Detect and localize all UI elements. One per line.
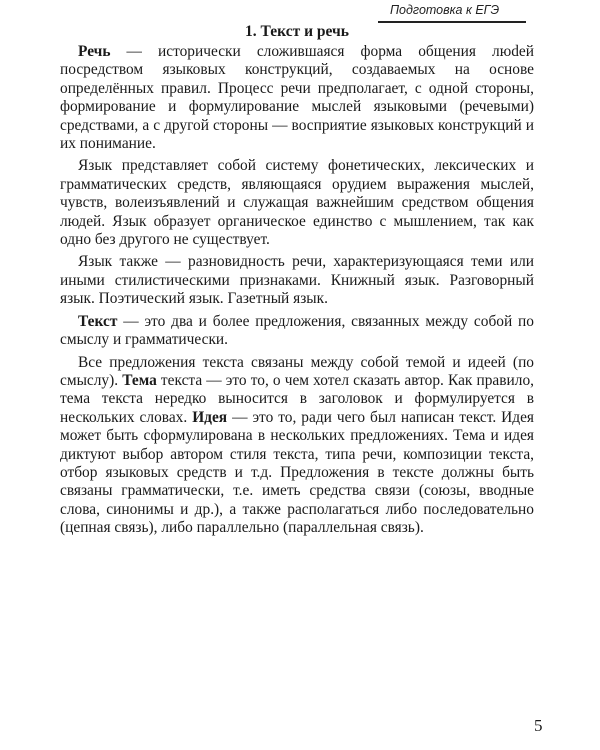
paragraph-theme-idea — [60, 354, 534, 538]
running-head: Подготовка к ЕГЭ — [390, 3, 500, 17]
paragraph-text: — это два и более предложения, связанных между собой по смыслу и грамматически. — [60, 312, 534, 349]
paragraph-speech — [60, 43, 534, 153]
paragraph-language-variety — [60, 253, 534, 308]
paragraph-text: Все предложения текста связаны между собой темой и идеей (по смыслу). — [60, 353, 534, 389]
page-body — [60, 22, 534, 542]
paragraph-text-definition — [60, 313, 534, 350]
paragraph-text: Язык также — разновидность речи, характеризующаяся теми или иными стилистическими признаками. Книжный язык. Разговорный язык. Поэтический язык. Газетный язык. — [60, 253, 534, 308]
term-theme: Тема — [122, 371, 157, 389]
paragraph-language — [60, 157, 534, 249]
term-speech: Речь — [78, 43, 111, 60]
page-number: 5 — [534, 716, 543, 735]
paragraph-text: — исторически сложившаяся форма общения люdей посредством языковых конструкций, создаваемых на основе определённых правил. Процесс речи предполагает, с одной стороны, формирование и формулирование мыслей языковыми (речевыми) средствами, а с другой стороны — восприятие языковых конструкций и их понимание. — [60, 43, 534, 153]
paragraph-text: Язык представляет собой систему фонетических, лексических и грамматических средств, являющаяся орудием выражения мыслей, чувств, волеизъявлений и служащая важнейшим средством общения людей. Язык образует органическое единство с мышлением, так как одно без другого не существует. — [60, 157, 534, 249]
paragraph-text: текста — это то, о чем хотел сказать автор. Как правило, тема текста нередко выносится в заголовок и формулируется в нескольких словах. — [60, 371, 534, 426]
paragraph-text: — это то, ради чего был написан текст. Идея может быть сформулирована в нескольких предложениях. Тема и идея диктуют выбор автором стиля текста, типа речи, композиции текста, отбор языковых средств и т.д. Предложения в тексте должны быть связаны грамматически, т.е. иметь средства связи (союзы, вводные слова, синонимы и др.), а также располагаться либо последовательно (цепная связь), либо параллельно (параллельная связь). — [60, 408, 534, 537]
section-title: 1. Текст и речь — [245, 23, 349, 40]
term-text: Текст — [78, 312, 118, 330]
term-idea: Идея — [192, 408, 228, 426]
